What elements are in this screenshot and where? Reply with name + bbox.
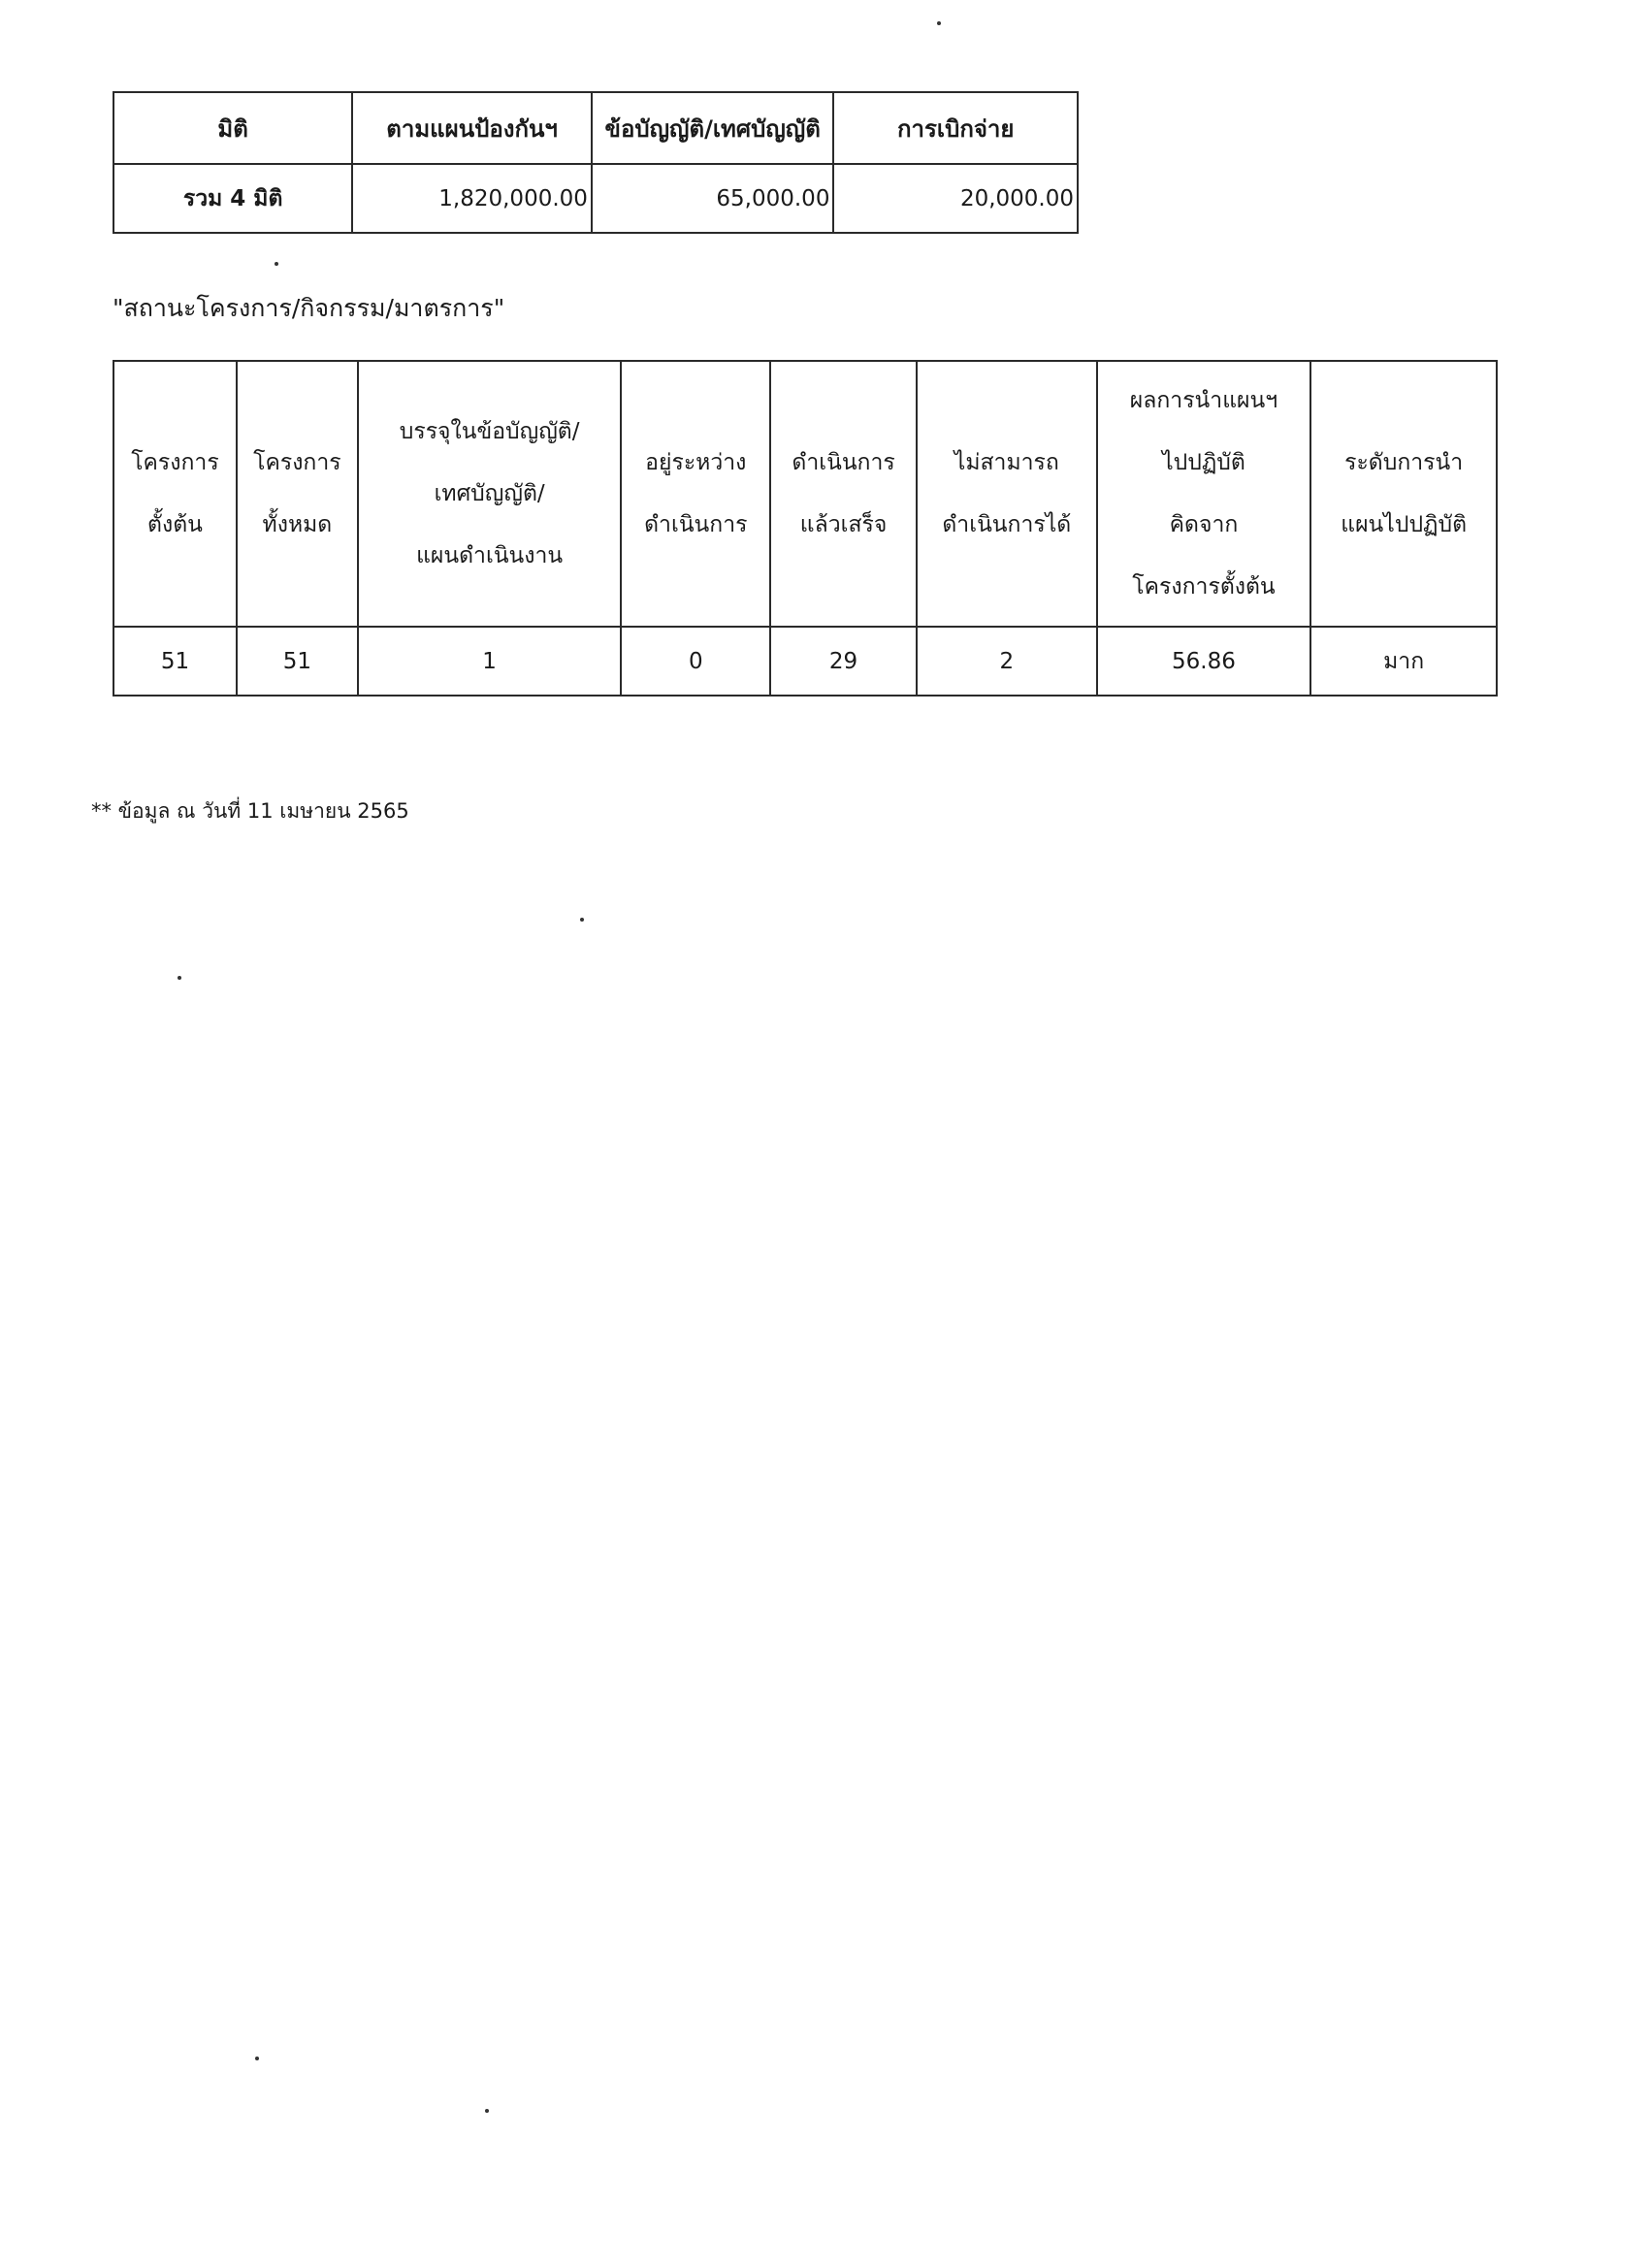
scan-speck <box>255 2057 259 2060</box>
scan-speck <box>275 262 278 266</box>
header-line: โครงการตั้งต้น <box>1132 574 1276 599</box>
budget-header-dimension: มิติ <box>113 92 352 164</box>
budget-header-prevention-plan: ตามแผนป้องกันฯ <box>352 92 592 164</box>
status-header-implementation-level <box>1310 361 1497 627</box>
scan-speck <box>937 21 941 25</box>
data-date-footnote: ** ข้อมูล ณ วันที่ 11 เมษายน 2565 <box>91 799 409 823</box>
status-header-total-projects <box>237 361 358 627</box>
header-line: ดำเนินการได้ <box>942 512 1072 537</box>
header-line: แล้วเสร็จ <box>799 512 888 537</box>
header-line: โครงการ <box>253 450 341 475</box>
status-initial-projects-value: 51 <box>113 627 237 696</box>
status-header-in-progress <box>621 361 770 627</box>
header-line: ไปปฏิบัติ <box>1162 450 1245 475</box>
budget-total-label: รวม 4 มิติ <box>113 164 352 233</box>
status-header-implementation-result <box>1097 361 1311 627</box>
header-line: ทั้งหมด <box>262 512 333 537</box>
header-line: คิดจาก <box>1169 512 1239 537</box>
status-not-possible-value: 2 <box>917 627 1097 696</box>
status-table <box>113 360 1498 697</box>
budget-total-disbursement: 20,000.00 <box>833 164 1078 233</box>
budget-total-ordinance: 65,000.00 <box>592 164 834 233</box>
status-level-value: มาก <box>1310 627 1497 696</box>
header-line: อยู่ระหว่าง <box>645 450 747 475</box>
scan-speck <box>580 918 584 922</box>
header-line: ดำเนินการ <box>792 450 895 475</box>
status-in-progress-value: 0 <box>621 627 770 696</box>
header-line: โครงการ <box>131 450 219 475</box>
header-line: ไม่สามารถ <box>954 450 1059 475</box>
budget-header-row <box>113 92 1078 164</box>
scan-speck <box>485 2109 489 2113</box>
header-line: แผนไปปฏิบัติ <box>1341 512 1468 537</box>
status-header-not-possible <box>917 361 1097 627</box>
budget-header-ordinance: ข้อบัญญัติ/เทศบัญญัติ <box>592 92 834 164</box>
status-header-row <box>113 361 1497 627</box>
header-line: ผลการนำแผนฯ <box>1129 388 1278 413</box>
status-section-title: "สถานะโครงการ/กิจกรรม/มาตรการ" <box>113 294 505 322</box>
header-line: ดำเนินการ <box>644 512 748 537</box>
header-line: แผนดำเนินงาน <box>416 543 564 568</box>
scan-speck <box>178 976 181 980</box>
status-total-projects-value: 51 <box>237 627 358 696</box>
status-included-value: 1 <box>358 627 622 696</box>
status-header-completed <box>770 361 917 627</box>
header-line: ตั้งต้น <box>147 512 203 537</box>
status-completed-value: 29 <box>770 627 917 696</box>
status-data-row <box>113 627 1497 696</box>
budget-header-disbursement: การเบิกจ่าย <box>833 92 1078 164</box>
status-result-value: 56.86 <box>1097 627 1311 696</box>
header-line: บรรจุในข้อบัญญัติ/ <box>399 419 580 444</box>
status-header-included-in-ordinance <box>358 361 622 627</box>
budget-total-prevention-plan: 1,820,000.00 <box>352 164 592 233</box>
header-line: ระดับการนำ <box>1344 450 1464 475</box>
budget-total-row <box>113 164 1078 233</box>
budget-table <box>113 91 1079 234</box>
header-line: เทศบัญญัติ/ <box>434 481 545 506</box>
status-header-initial-projects <box>113 361 237 627</box>
